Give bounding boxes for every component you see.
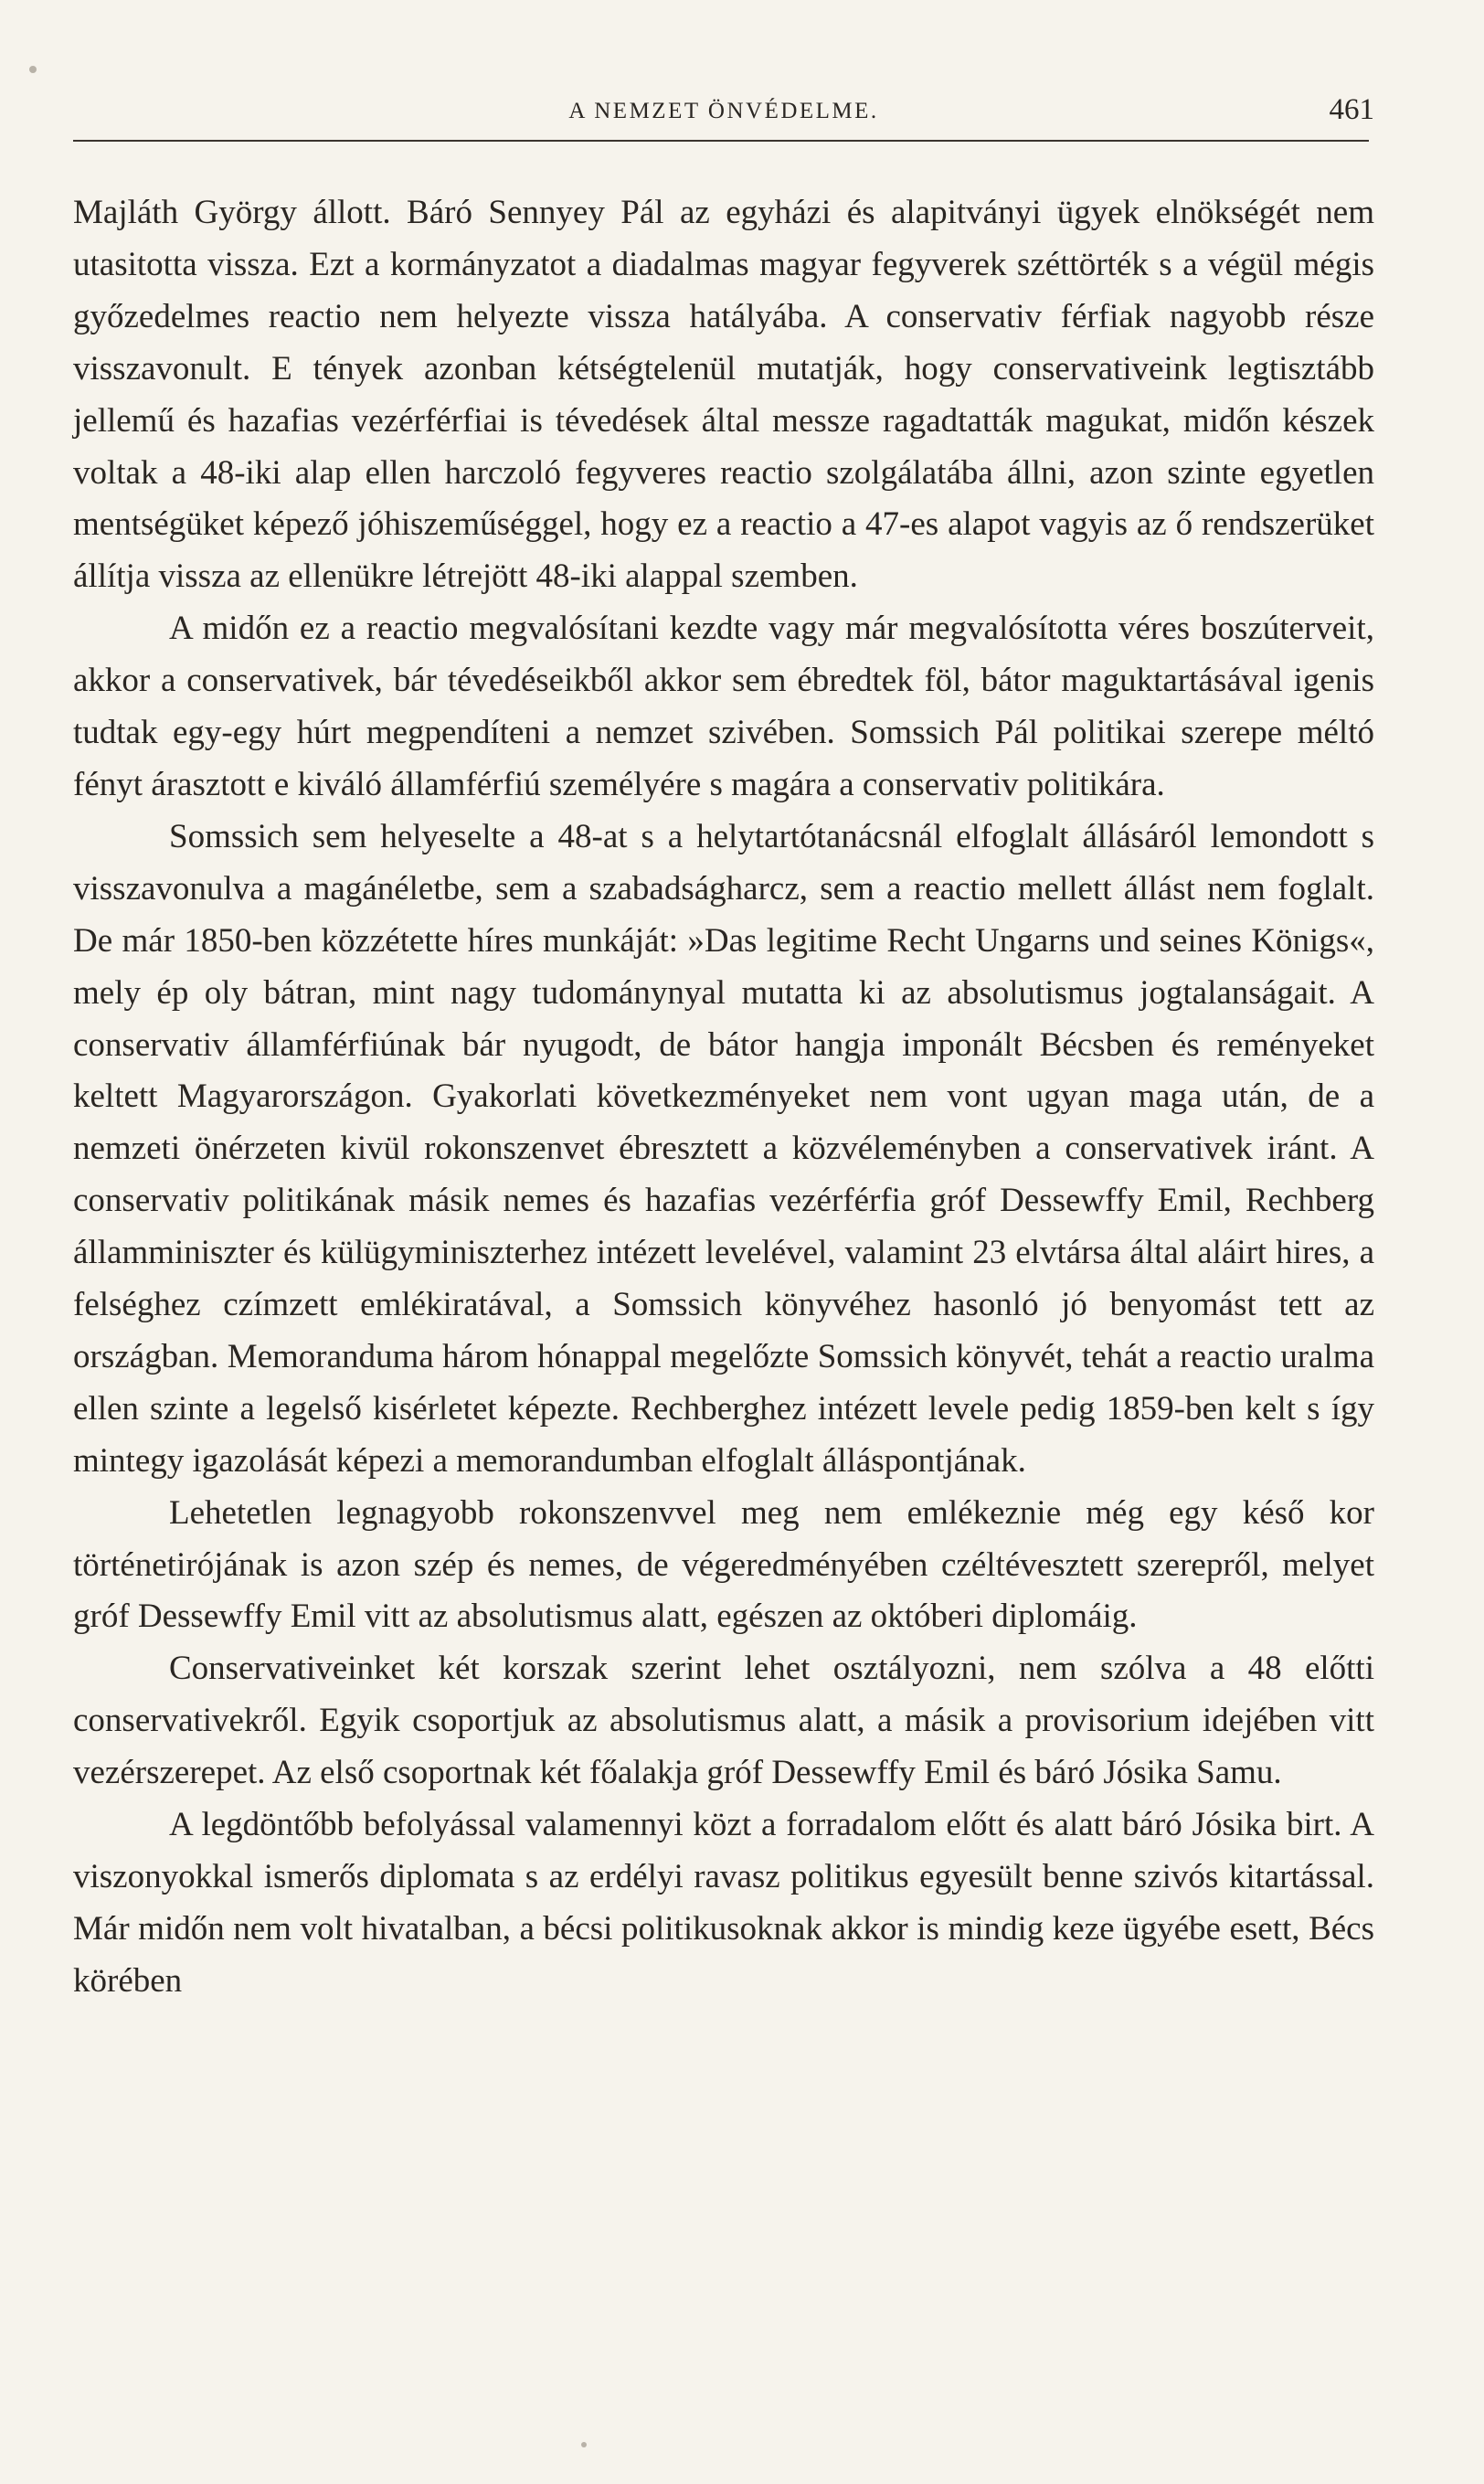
paragraph: Somssich sem helyeselte a 48-at s a helytartótanácsnál elfoglalt állásáról lemondott s visszavonulva a magánéletbe, sem a szabadságharcz, sem a reactio mellett állást nem foglalt. De már 1850-ben közzétette híres munkáját: »Das legitime Recht Ungarns und seines Königs«, mely ép oly bátran, mint nagy tudománynyal mutatta ki az absolutismus jogtalanságait. A conservativ államférfiúnak bár nyugodt, de bátor hangja imponált Bécsben és reményeket keltett Magyarországon. Gyakorlati következményeket nem vont ugyan maga után, de a nemzeti önérzeten kivül rokonszenvet ébresztett a közvéleményben a conservativek iránt. A conservativ politikának másik nemes és hazafias vezérférfia gróf Dessewffy Emil, Rechberg államminiszter és külügyminiszterhez intézett levelével, valamint 23 elvtársa által aláirt hires, a felséghez czímzett emlékiratával, a Somssich könyvéhez hasonló jó benyomást tett az országban. Memoranduma három hónappal megelőzte Somssich könyvét, tehát a reactio uralma ellen szinte a legelső kisérletet képezte. Rechberghez intézett levele pedig 1859-ben kelt s így mintegy igazolását képezi a memorandumban elfoglalt álláspontjának.: [73, 817, 1374, 1480]
running-title: A NEMZET ÖNVÉDELME.: [568, 99, 879, 123]
paper-speck: [29, 66, 37, 73]
paragraph: Conservativeinket két korszak szerint lehet osztályozni, nem szólva a 48 előtti conservativekről. Egyik csoportjuk az absolutismus alatt, a másik a provisorium idejében vitt vezérszerepet. Az első csoportnak két főalakja gróf Dessewffy Emil és báró Jósika Samu.: [73, 1650, 1374, 1792]
paragraph: A midőn ez a reactio megvalósítani kezdte vagy már megvalósította véres boszúterveit, akkor a conservativek, bár tévedéseikből akkor sem ébredtek föl, bátor maguktartásával igenis tudtak egy-egy húrt megpendíteni a nemzet szivében. Somssich Pál politikai szerepe méltó fényt árasztott e kiváló államférfiú személyére s magára a conservativ politikára.: [73, 610, 1374, 803]
running-head: [73, 93, 1374, 130]
paragraph: A legdöntőbb befolyással valamennyi közt a forradalom előtt és alatt báró Jósika birt. A viszonyokkal ismerős diplomata s az erdélyi ravasz politikus egyesült benne szivós kitartással. Már midőn nem volt hivatalban, a bécsi politikusoknak akkor is mindig keze ügyébe esett, Bécs körében: [73, 1806, 1374, 2000]
page-number: 461: [1329, 93, 1374, 126]
header-rule: [73, 140, 1369, 142]
body-text: [73, 187, 1374, 2008]
book-page: [73, 0, 1374, 2484]
paragraph: Majláth György állott. Báró Sennyey Pál az egyházi és alapitványi ügyek elnökségét nem utasitotta vissza. Ezt a kormányzatot a diadalmas magyar fegyverek széttörték s a végül mégis győzedelmes reactio nem helyezte vissza hatályába. A conservativ férfiak nagyobb része visszavonult. E tények azonban kétségtelenül mutatják, hogy conservativeink legtisztább jellemű és hazafias vezérférfiai is tévedések által messze ragadtatták magukat, midőn készek voltak a 48-iki alap ellen harczoló fegyveres reactio szolgálatába állni, azon szinte egyetlen mentségüket képező jóhiszeműséggel, hogy ez a reactio a 47-es alapot vagyis az ő rendszerüket állítja vissza az ellenükre létrejött 48-iki alappal szemben.: [73, 194, 1374, 596]
paragraph: Lehetetlen legnagyobb rokonszenvvel meg nem emlékeznie még egy késő kor történetirójának is azon szép és nemes, de végeredményében czéltévesztett szerepről, melyet gróf Dessewffy Emil vitt az absolutismus alatt, egészen az októberi diplomáig.: [73, 1493, 1374, 1636]
